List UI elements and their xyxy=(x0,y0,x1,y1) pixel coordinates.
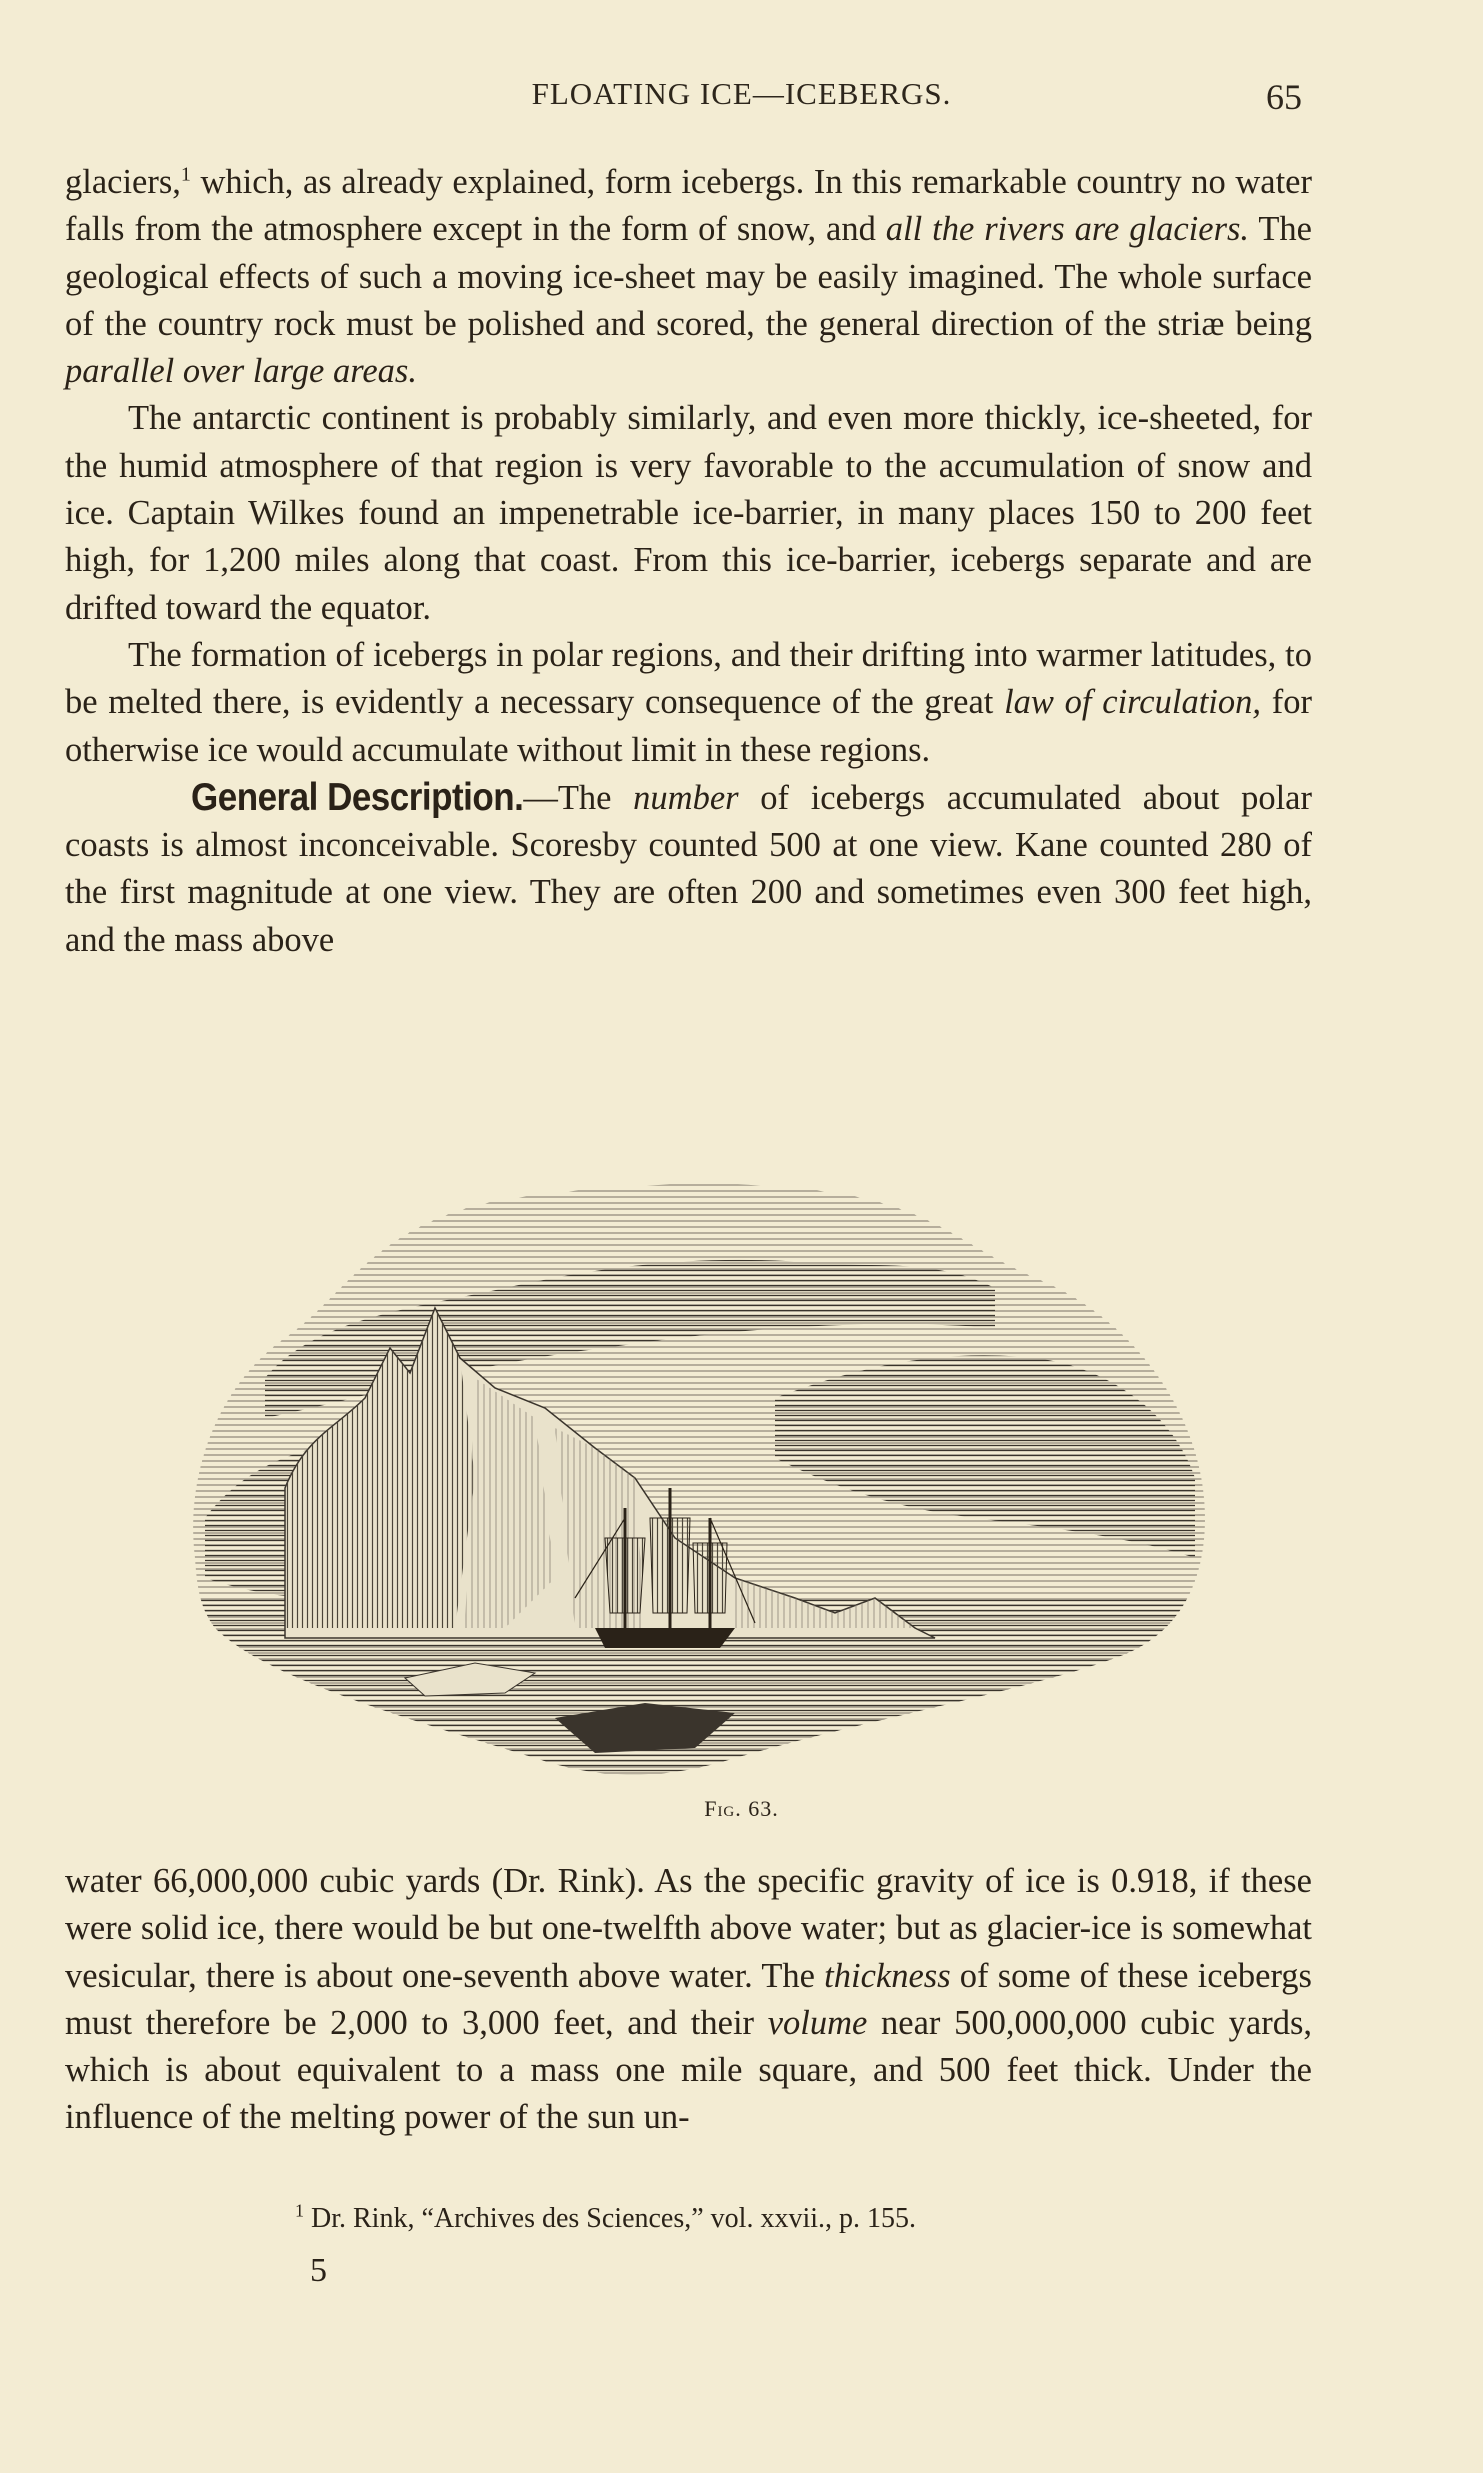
emphasis-rivers: all the rivers are glaciers. xyxy=(885,210,1250,249)
footnote: $^1$ Dr. Rink, “Archives des Sciences,” vol. xxvii., p. 155. xyxy=(295,2200,917,2234)
body-text-top xyxy=(65,159,1312,964)
section-heading: General Description. xyxy=(191,775,524,819)
footnote-reference: 1 xyxy=(180,163,191,186)
paragraph-general-description: General Description.—The number of icebergs accumulated about polar coasts is almost inconceivable. Scoresby counted 500 at one view. Kane counted 280 of the first magnitude at one view. They are often 200 and sometimes even 300 feet high, and the mass above xyxy=(65,774,1312,964)
running-header: FLOATING ICE—ICEBERGS. xyxy=(531,76,952,111)
iceberg-engraving xyxy=(175,1158,1215,1788)
emphasis-law: law of circulation, xyxy=(1004,683,1262,722)
emphasis-volume: volume xyxy=(767,2003,868,2042)
paragraph-formation: The formation of icebergs in polar regions, and their drifting into warmer latitudes, to be melted there, is evidently a necessary consequence of the great law of circulation, for otherwise ice would accumulate without limit in these regions. xyxy=(65,635,1312,769)
figure-caption: Fig. 63. xyxy=(704,1796,779,1821)
signature-mark: 5 xyxy=(310,2252,327,2289)
paragraph-volume: water 66,000,000 cubic yards (Dr. Rink). As the specific gravity of ice is 0.918, if these were solid ice, there would be but one-twelfth above water; but as glacier-ice is somewhat vesicular, there is about one-seventh above water. The thickness of some of these icebergs must therefore be 2,000 to 3,000 feet, and their volume near 500,000,000 cubic yards, which is about equivalent to a mass one mile square, and 500 feet thick. Under the influence of the melting power of the sun un- xyxy=(65,1862,1313,2137)
emphasis-number: number xyxy=(633,778,739,817)
page-number: 65 xyxy=(1266,77,1302,117)
emphasis-parallel: parallel over large areas. xyxy=(65,352,417,391)
paragraph-antarctic: The antarctic continent is probably similarly, and even more thickly, ice-sheeted, for the humid atmosphere of that region is very favorable to the accumulation of snow and ice. Captain Wilkes found an impenetrable ice-barrier, in many places 150 to 200 feet high, for 1,200 miles along that coast. From this ice-barrier, icebergs separate and are drifted toward the equator. xyxy=(65,399,1312,627)
footnote-marker: 1 xyxy=(295,2200,304,2221)
emphasis-thickness: thickness xyxy=(824,1956,951,1995)
paragraph-glaciers: glaciers,$^1$ which, as already explained, form icebergs. In this remarkable country no water falls from the atmosphere except in the form of snow, and all the rivers are glaciers. The geological effects of such a moving ice-sheet may be easily imagined. The whole surface of the country rock must be polished and scored, the general direction of the striæ being parallel over large areas. xyxy=(65,163,1312,391)
body-text-bottom xyxy=(65,1858,1312,2142)
